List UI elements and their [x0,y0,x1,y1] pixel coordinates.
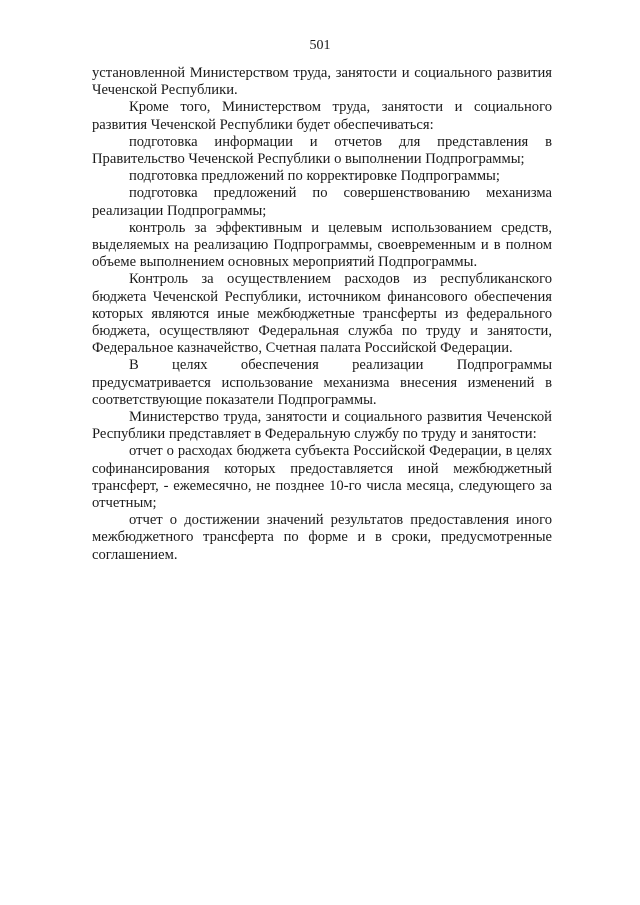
document-body [92,65,552,564]
paragraph-funds-control: контроль за эффективным и целевым использованием средств, выделяемых на реализацию Подпрограммы, своевременным и в полном объеме выполнением основных мероприятий Подпрограммы. [92,219,552,271]
paragraph-ministry-provides: Кроме того, Министерством труда, занятости и социального развития Чеченской Республики будет обеспечиваться: [92,99,552,133]
paragraph-continuation: установленной Министерством труда, занятости и социального развития Чеченской Республики. [92,65,552,99]
paragraph-ministry-reports: Министерство труда, занятости и социального развития Чеченской Республики представляет в Федеральную службу по труду и занятости: [92,409,552,443]
paragraph-adjustment-proposals: подготовка предложений по корректировке Подпрограммы; [129,168,500,185]
paragraph-improvement-proposals: подготовка предложений по совершенствованию механизма реализации Подпрограммы; [92,185,552,219]
paragraph-reports-preparation: подготовка информации и отчетов для представления в Правительство Чеченской Республики о выполнении Подпрограммы; [92,133,552,168]
paragraph-expense-control: Контроль за осуществлением расходов из республиканского бюджета Чеченской Республики, источником финансового обеспечения которых являются иные межбюджетные трансферты из федерального бюджета, осуществляют Федеральная служба по труду и занятости, Федеральное казначейство, Счетная палата Российской Федерации. [92,271,552,357]
paragraph-expense-report: отчет о расходах бюджета субъекта Российской Федерации, в целях софинансирования которых предоставляется иной межбюджетный трансферт, - ежемесячно, не позднее 10-го числа месяца, следующего за отчетным; [92,443,552,512]
paragraph-results-report: отчет о достижении значений результатов предоставления иного межбюджетного трансферта по форме и в сроки, предусмотренные соглашением. [92,512,552,563]
page-number: 501 [309,38,331,53]
paragraph-change-mechanism: В целях обеспечения реализации Подпрограммы предусматривается использование механизма внесения изменений в соответствующие показатели Подпрограммы. [92,357,552,408]
